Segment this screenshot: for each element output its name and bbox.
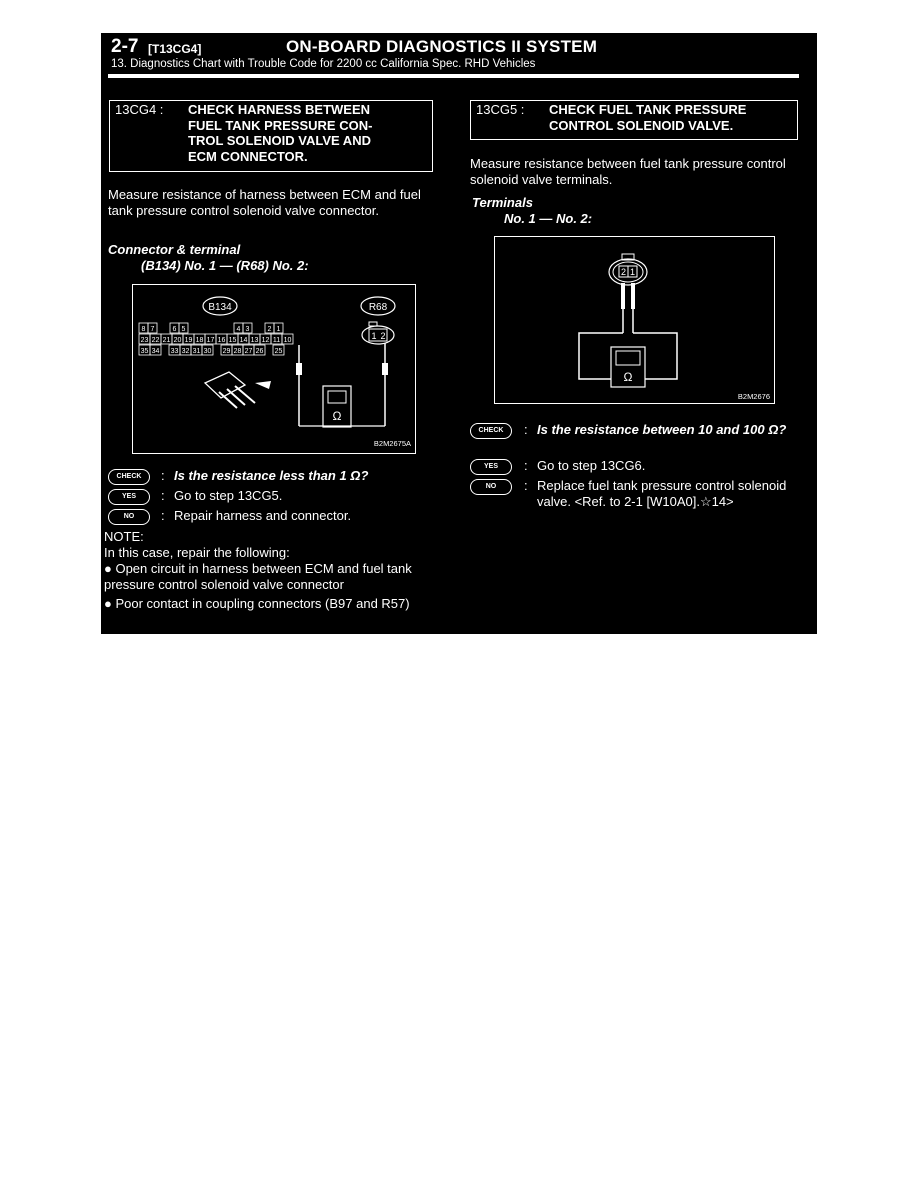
header-rule xyxy=(108,74,799,78)
pin-label: 10 xyxy=(283,337,292,344)
note-item: ● Poor contact in coupling connectors (B97 and R57) xyxy=(104,596,410,611)
pin-label: 17 xyxy=(206,337,215,344)
check-badge: CHECK xyxy=(108,469,150,485)
terminal-diagram xyxy=(494,236,775,404)
yes-action: Go to step 13CG5. xyxy=(174,488,283,503)
pin-label: 35 xyxy=(140,348,149,355)
ohm-symbol: Ω xyxy=(623,370,633,384)
pin-label: 30 xyxy=(203,348,212,355)
pin-label: 26 xyxy=(255,348,264,355)
pin-label: 31 xyxy=(192,348,201,355)
pin-label: 18 xyxy=(195,337,204,344)
r68-pin-label: 2 xyxy=(380,331,386,341)
step-box-13cg4 xyxy=(109,100,433,172)
connector-diagram xyxy=(132,284,416,454)
step-code: 13CG4 : xyxy=(115,102,164,117)
note-item-text: Open circuit in harness between ECM and fuel tank pressure control solenoid valve connector xyxy=(104,561,412,592)
pin-label: 20 xyxy=(173,337,182,344)
pin-label: 22 xyxy=(151,337,160,344)
pin-label: 29 xyxy=(222,348,231,355)
pin-label: 32 xyxy=(181,348,190,355)
note-intro: In this case, repair the following: xyxy=(104,545,290,560)
figure-id: B2M2676 xyxy=(737,392,770,401)
terminal-pin-1: 1 xyxy=(629,267,636,277)
pin-label: 21 xyxy=(162,337,171,344)
pin-label: 23 xyxy=(140,337,149,344)
pin-label: 6 xyxy=(172,326,177,333)
colon: : xyxy=(524,458,528,473)
instruction-text: Measure resistance between fuel tank pressure control solenoid valve terminals. xyxy=(470,156,786,187)
yes-badge: YES xyxy=(470,459,512,475)
pin-label: 12 xyxy=(261,337,270,344)
no-badge: NO xyxy=(108,509,150,525)
pin-label: 27 xyxy=(244,348,253,355)
instruction-text: Measure resistance of harness between ECM and fuel tank pressure control solenoid valve connector. xyxy=(108,187,421,218)
pin-label: 15 xyxy=(228,337,237,344)
terminal-pin-2: 2 xyxy=(620,267,627,277)
manual-page xyxy=(101,33,817,634)
r68-pin-label: 1 xyxy=(371,331,377,341)
pin-label: 16 xyxy=(217,337,226,344)
terminal-diagram-svg xyxy=(495,237,774,403)
yes-badge: YES xyxy=(108,489,150,505)
pin-label: 25 xyxy=(274,348,283,355)
no-action: Replace fuel tank pressure control solenoid valve. <Ref. to 2-1 [W10A0].☆14> xyxy=(537,478,787,509)
yes-action: Go to step 13CG6. xyxy=(537,458,646,473)
measure-detail: (B134) No. 1 — (R68) No. 2: xyxy=(141,258,309,273)
note-item: ● Open circuit in harness between ECM and fuel tank pressure control solenoid valve connector xyxy=(104,561,412,592)
step-code: 13CG5 : xyxy=(476,102,525,117)
connector-diagram-svg xyxy=(133,285,415,453)
pin-label: 3 xyxy=(245,326,250,333)
pin-label: 8 xyxy=(141,326,146,333)
step-box-13cg5 xyxy=(470,100,798,140)
section-number: 2-7 xyxy=(111,36,139,57)
pin-label: 5 xyxy=(181,326,186,333)
pin-label: 34 xyxy=(151,348,160,355)
step-title: CHECK FUEL TANK PRESSURE CONTROL SOLENOID VALVE. xyxy=(549,102,747,133)
check-question: Is the resistance between 10 and 100 Ω? xyxy=(537,422,787,437)
pin-label: 19 xyxy=(184,337,193,344)
no-action: Repair harness and connector. xyxy=(174,508,352,523)
check-question: Is the resistance less than 1 Ω? xyxy=(174,468,369,483)
r68-pins xyxy=(371,331,385,341)
page-title: ON-BOARD DIAGNOSTICS II SYSTEM xyxy=(286,37,598,56)
pin-label: 4 xyxy=(236,326,241,333)
section-code: [T13CG4] xyxy=(148,42,202,56)
measure-detail: No. 1 — No. 2: xyxy=(504,211,593,226)
measure-heading: Connector & terminal xyxy=(108,242,241,257)
pin-label: 11 xyxy=(272,337,281,344)
pin-label: 28 xyxy=(233,348,242,355)
pin-label: 14 xyxy=(239,337,248,344)
colon: : xyxy=(524,478,528,493)
colon: : xyxy=(161,488,165,503)
colon: : xyxy=(161,468,165,483)
step-title: CHECK HARNESS BETWEEN FUEL TANK PRESSURE CON- TROL SOLENOID VALVE AND ECM CONNECTOR. xyxy=(188,102,373,164)
ecm-pin-grid xyxy=(139,323,293,355)
figure-id: B2M2675A xyxy=(373,439,411,448)
check-badge: CHECK xyxy=(470,423,512,439)
no-badge: NO xyxy=(470,479,512,495)
pin-label: 7 xyxy=(150,326,155,333)
connector-a-label: B134 xyxy=(208,302,232,313)
pin-label: 2 xyxy=(267,326,272,333)
note-item-text: Poor contact in coupling connectors (B97 and R57) xyxy=(115,596,410,611)
pin-label: 13 xyxy=(250,337,259,344)
page-subtitle: 13. Diagnostics Chart with Trouble Code for 2200 cc California Spec. RHD Vehicles xyxy=(111,58,536,70)
connector-b-label: R68 xyxy=(368,302,388,313)
colon: : xyxy=(161,508,165,523)
note-label: NOTE: xyxy=(104,529,144,544)
pin-label: 33 xyxy=(170,348,179,355)
ohm-symbol: Ω xyxy=(332,409,342,423)
pin-label: 1 xyxy=(276,326,281,333)
colon: : xyxy=(524,422,528,437)
measure-heading: Terminals xyxy=(472,195,533,210)
